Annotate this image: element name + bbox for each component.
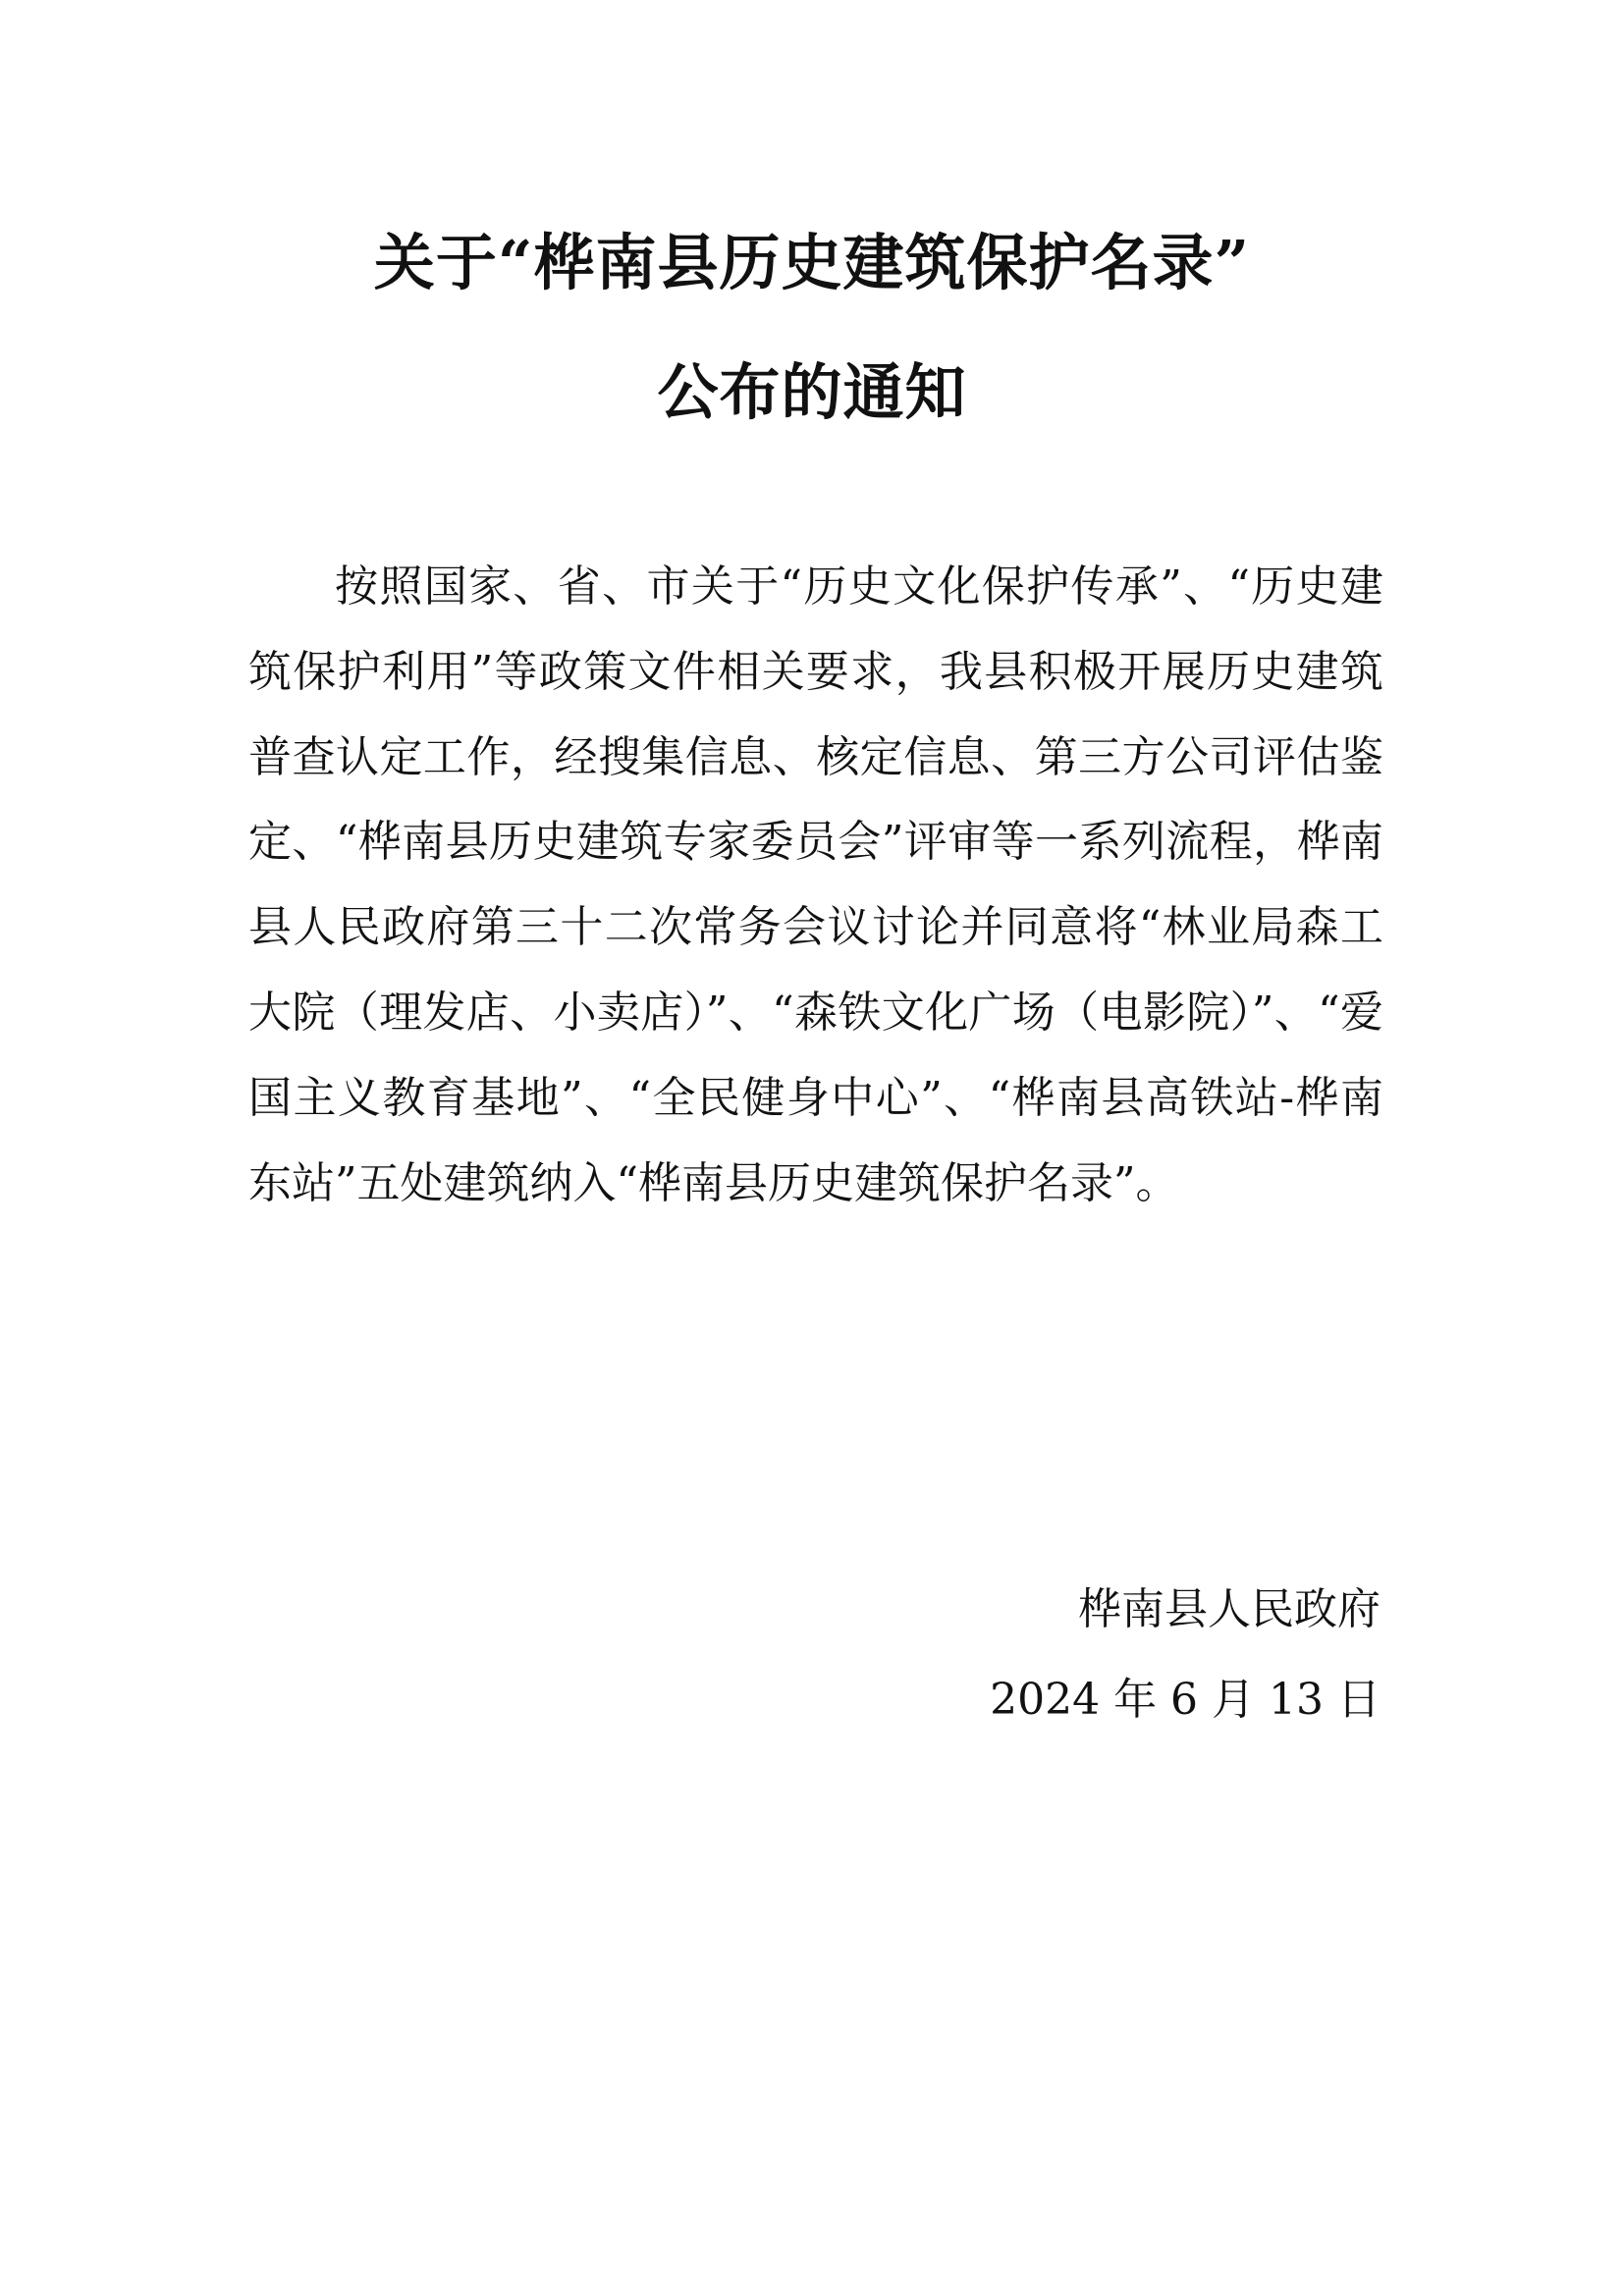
issue-date: 2024 年 6 月 13 日 — [990, 1675, 1380, 1725]
issuing-authority: 桦南县人民政府 — [1078, 1584, 1380, 1634]
document-title-line-2: 公布的通知 — [657, 356, 967, 428]
document-title-line-1: 关于“桦南县历史建筑保护名录” — [373, 227, 1251, 298]
notice-body-paragraph: 按照国家、省、市关于“历史文化保护传承”、“历史建筑保护利用”等政策文件相关要求，我县积极开展历史建筑普查认定工作，经搜集信息、核定信息、第三方公司评估鉴定、“桦南县历史建筑专家委员会”评审等一系列流程，桦南县人民政府第三十二次常务会议讨论并同意将“林业局森工大院（理发店、小卖店）”、“森铁文化广场（电影院）”、“爱国主义教育基地”、“全民健身中心”、“桦南县高铁站-桦南东站”五处建筑纳入“桦南县历史建筑保护名录”。 — [248, 561, 1383, 1208]
